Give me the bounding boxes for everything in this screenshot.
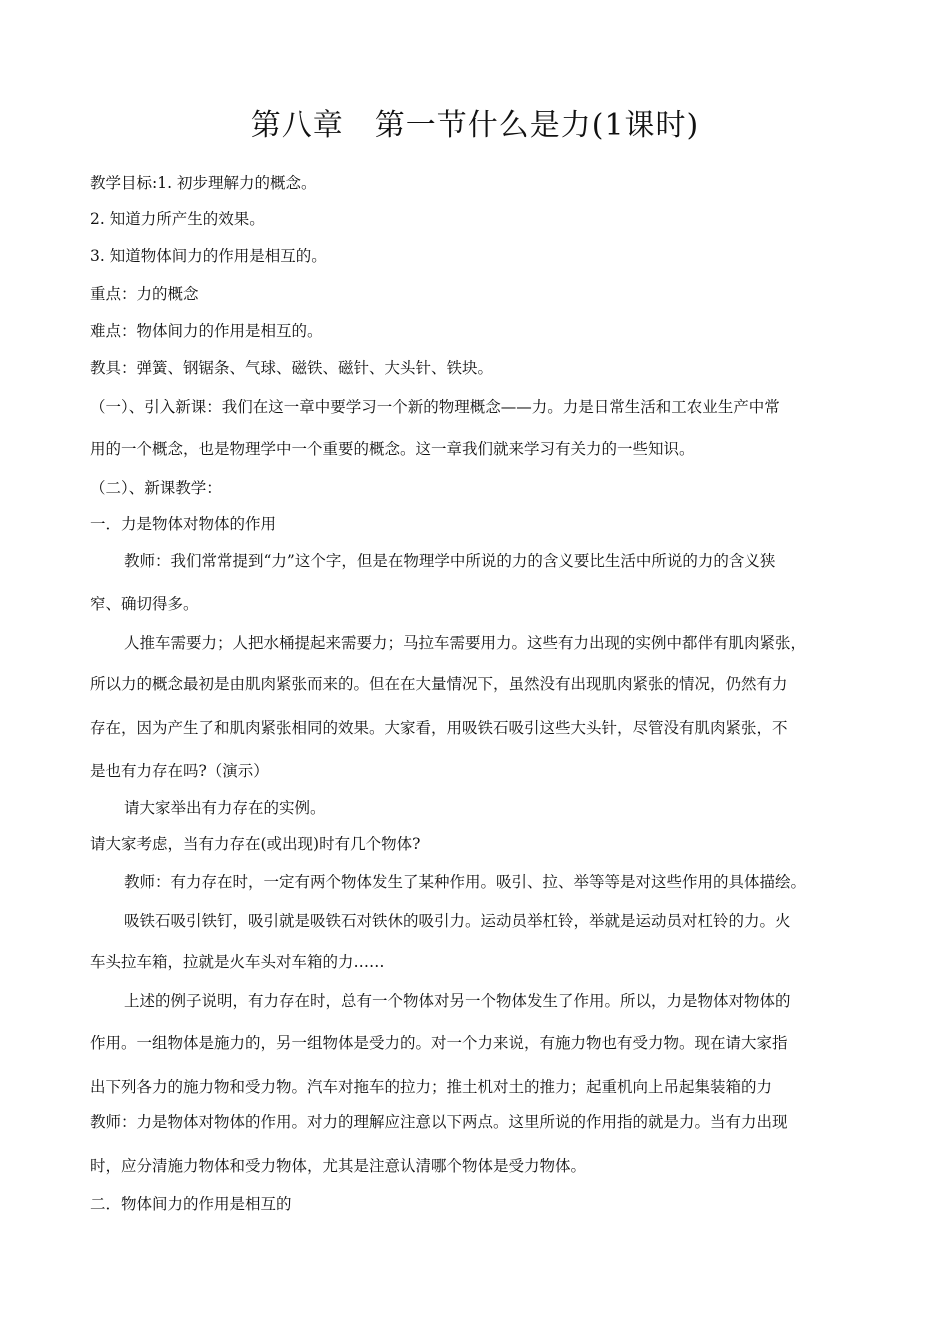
para2-line-4: 是也有力存在吗?（演示） <box>90 762 269 780</box>
para8-line-1: 教师：力是物体对物体的作用。对力的理解应注意以下两点。这里所说的作用指的就是力。当有力出现 <box>90 1113 788 1131</box>
para6-line-1: 吸铁石吸引铁钉，吸引就是吸铁石对铁休的吸引力。运动员举杠铃，举就是运动员对杠铃的力。火 <box>124 912 791 930</box>
section-2-heading: 二．物体间力的作用是相互的 <box>90 1195 292 1213</box>
para2-line-1: 人推车需要力；人把水桶提起来需要力；马拉车需要用力。这些有力出现的实例中都伴有肌肉紧张， <box>124 634 807 652</box>
page-title: 第八章 第一节什么是力(1课时) <box>250 108 700 143</box>
teacher-para1-line-1: 教师：我们常常提到“力”这个字，但是在物理学中所说的力的含义要比生活中所说的力的含义狭 <box>124 552 776 570</box>
para7-line-3: 出下列各力的施力物和受力物。汽车对拖车的拉力；推土机对土的推力；起重机向上吊起集装箱的力 <box>90 1078 773 1096</box>
difficult-point: 难点：物体间力的作用是相互的。 <box>90 322 323 340</box>
para2-line-2: 所以力的概念最初是由肌肉紧张而来的。但在在大量情况下，虽然没有出现肌肉紧张的情况，仍然有力 <box>90 675 788 693</box>
teaching-aids: 教具：弹簧、钢锯条、气球、磁铁、磁针、大头针、铁块。 <box>90 359 494 377</box>
para8-line-2: 时，应分清施力物体和受力物体，尤其是注意认清哪个物体是受力物体。 <box>90 1157 587 1175</box>
intro-line-2: 用的一个概念，也是物理学中一个重要的概念。这一章我们就来学习有关力的一些知识。 <box>90 440 695 458</box>
para2-line-3: 存在，因为产生了和肌肉紧张相同的效果。大家看，用吸铁石吸引这些大头针，尽管没有肌肉紧张，不 <box>90 719 788 737</box>
objective-line-1: 教学目标:1. 初步理解力的概念。 <box>90 174 317 192</box>
para4: 请大家考虑，当有力存在(或出现)时有几个物体? <box>90 835 421 853</box>
objective-line-3: 3. 知道物体间力的作用是相互的。 <box>90 247 327 265</box>
para7-line-2: 作用。一组物体是施力的，另一组物体是受力的。对一个力来说，有施力物也有受力物。现在请大家指 <box>90 1034 788 1052</box>
key-point: 重点：力的概念 <box>90 285 199 303</box>
objective-line-2: 2. 知道力所产生的效果。 <box>90 210 265 228</box>
para6-line-2: 车头拉车箱，拉就是火车头对车箱的力…… <box>90 953 385 971</box>
para5: 教师：有力存在时，一定有两个物体发生了某种作用。吸引、拉、举等等是对这些作用的具体描绘。 <box>124 873 807 891</box>
new-lesson-heading: （二）、新课教学： <box>90 479 222 497</box>
para7-line-1: 上述的例子说明，有力存在时，总有一个物体对另一个物体发生了作用。所以，力是物体对物体的 <box>124 992 791 1010</box>
section-1-heading: 一．力是物体对物体的作用 <box>90 515 277 533</box>
teacher-para1-line-2: 窄、确切得多。 <box>90 595 199 613</box>
intro-line-1: （一）、引入新课：我们在这一章中要学习一个新的物理概念——力。力是日常生活和工农业生产中常 <box>90 398 780 416</box>
para3: 请大家举出有力存在的实例。 <box>124 799 326 817</box>
